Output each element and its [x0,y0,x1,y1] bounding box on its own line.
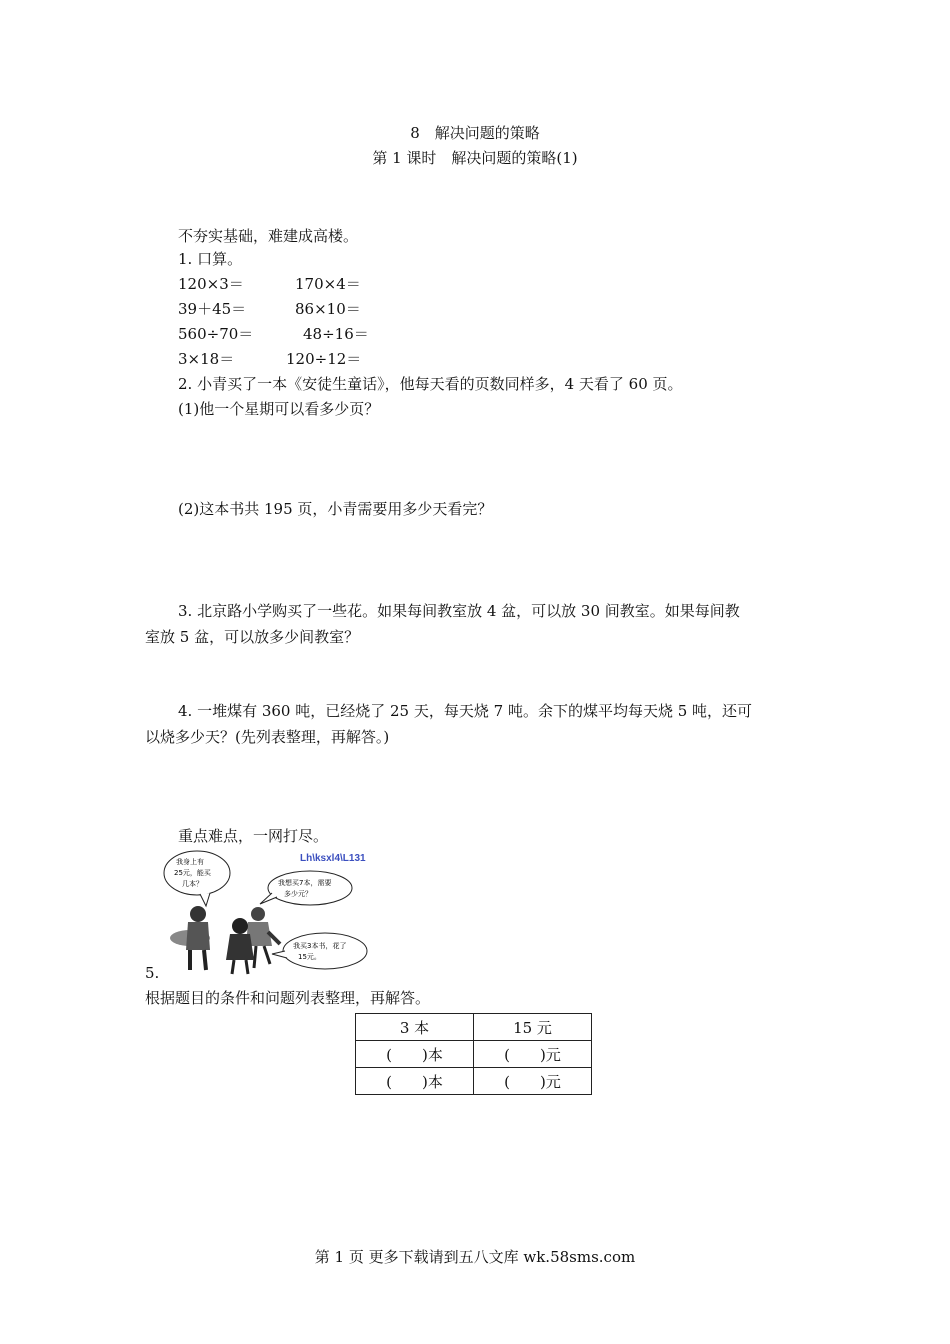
question-3-line-2: 室放 5 盆，可以放多少间教室？ [145,628,360,646]
lesson-title: 第 1 课时 解决问题的策略(1) [372,149,578,167]
question-2-part-2: (2)这本书共 195 页，小青需要用多少天看完？ [178,500,493,518]
calc-item: 120÷12＝ [286,350,362,368]
figure-code: Lh\ksxl4\L131 [300,853,366,864]
calc-item: 560÷70＝ [178,325,254,343]
calc-item: 120×3＝ [178,275,244,293]
question-1: 1. 口算。 [178,250,243,268]
table-cell: 15 元 [474,1014,592,1041]
organize-table [355,1013,592,1095]
bubble-3-line: 15元。 [298,953,321,961]
table-row [356,1068,592,1095]
bubble-1-line: 几本？ [182,880,203,888]
question-4-line-1: 4. 一堆煤有 360 吨，已经烧了 25 天，每天烧 7 吨。余下的煤平均每天烧 5 吨，还可 [178,702,753,720]
calc-item: 48÷16＝ [303,325,369,343]
question-2: 2. 小青买了一本《安徒生童话》，他每天看的页数同样多，4 天看了 60 页。 [178,375,683,393]
calc-item: 3×18＝ [178,350,235,368]
bubble-2-line: 我想买7本，需要 [278,879,332,887]
calc-item: 39＋45＝ [178,300,247,318]
table-cell: 3 本 [356,1014,474,1041]
question-5-number: 5. [145,964,160,982]
question-4-line-2: 以烧多少天？(先列表整理，再解答。) [145,728,390,746]
page-footer: 第 1 页 更多下载请到五八文库 wk.58sms.com [314,1248,636,1266]
question-2-part-1: (1)他一个星期可以看多少页？ [178,400,380,418]
bubble-2-line: 多少元？ [284,890,312,898]
table-cell: ( )元 [474,1041,592,1068]
table-row [356,1014,592,1041]
calc-item: 86×10＝ [295,300,361,318]
bubble-1-line: 我身上有 [176,858,204,866]
section2-motto: 重点难点，一网打尽。 [178,827,329,845]
table-cell: ( )本 [356,1041,474,1068]
bubble-3-line: 我买3本书，花了 [293,942,347,950]
section1-motto: 不夯实基础，难建成高楼。 [178,227,359,245]
table-row [356,1041,592,1068]
bubble-1-line: 25元，能买 [174,869,211,877]
question-5-text: 根据题目的条件和问题列表整理，再解答。 [145,989,431,1007]
unit-title: 8 解决问题的策略 [410,124,540,142]
table-cell: ( )元 [474,1068,592,1095]
calc-item: 170×4＝ [295,275,361,293]
table-cell: ( )本 [356,1068,474,1095]
children-speech-illustration [160,848,370,978]
question-3-line-1: 3. 北京路小学购买了一些花。如果每间教室放 4 盆，可以放 30 间教室。如果每间教 [178,602,740,620]
